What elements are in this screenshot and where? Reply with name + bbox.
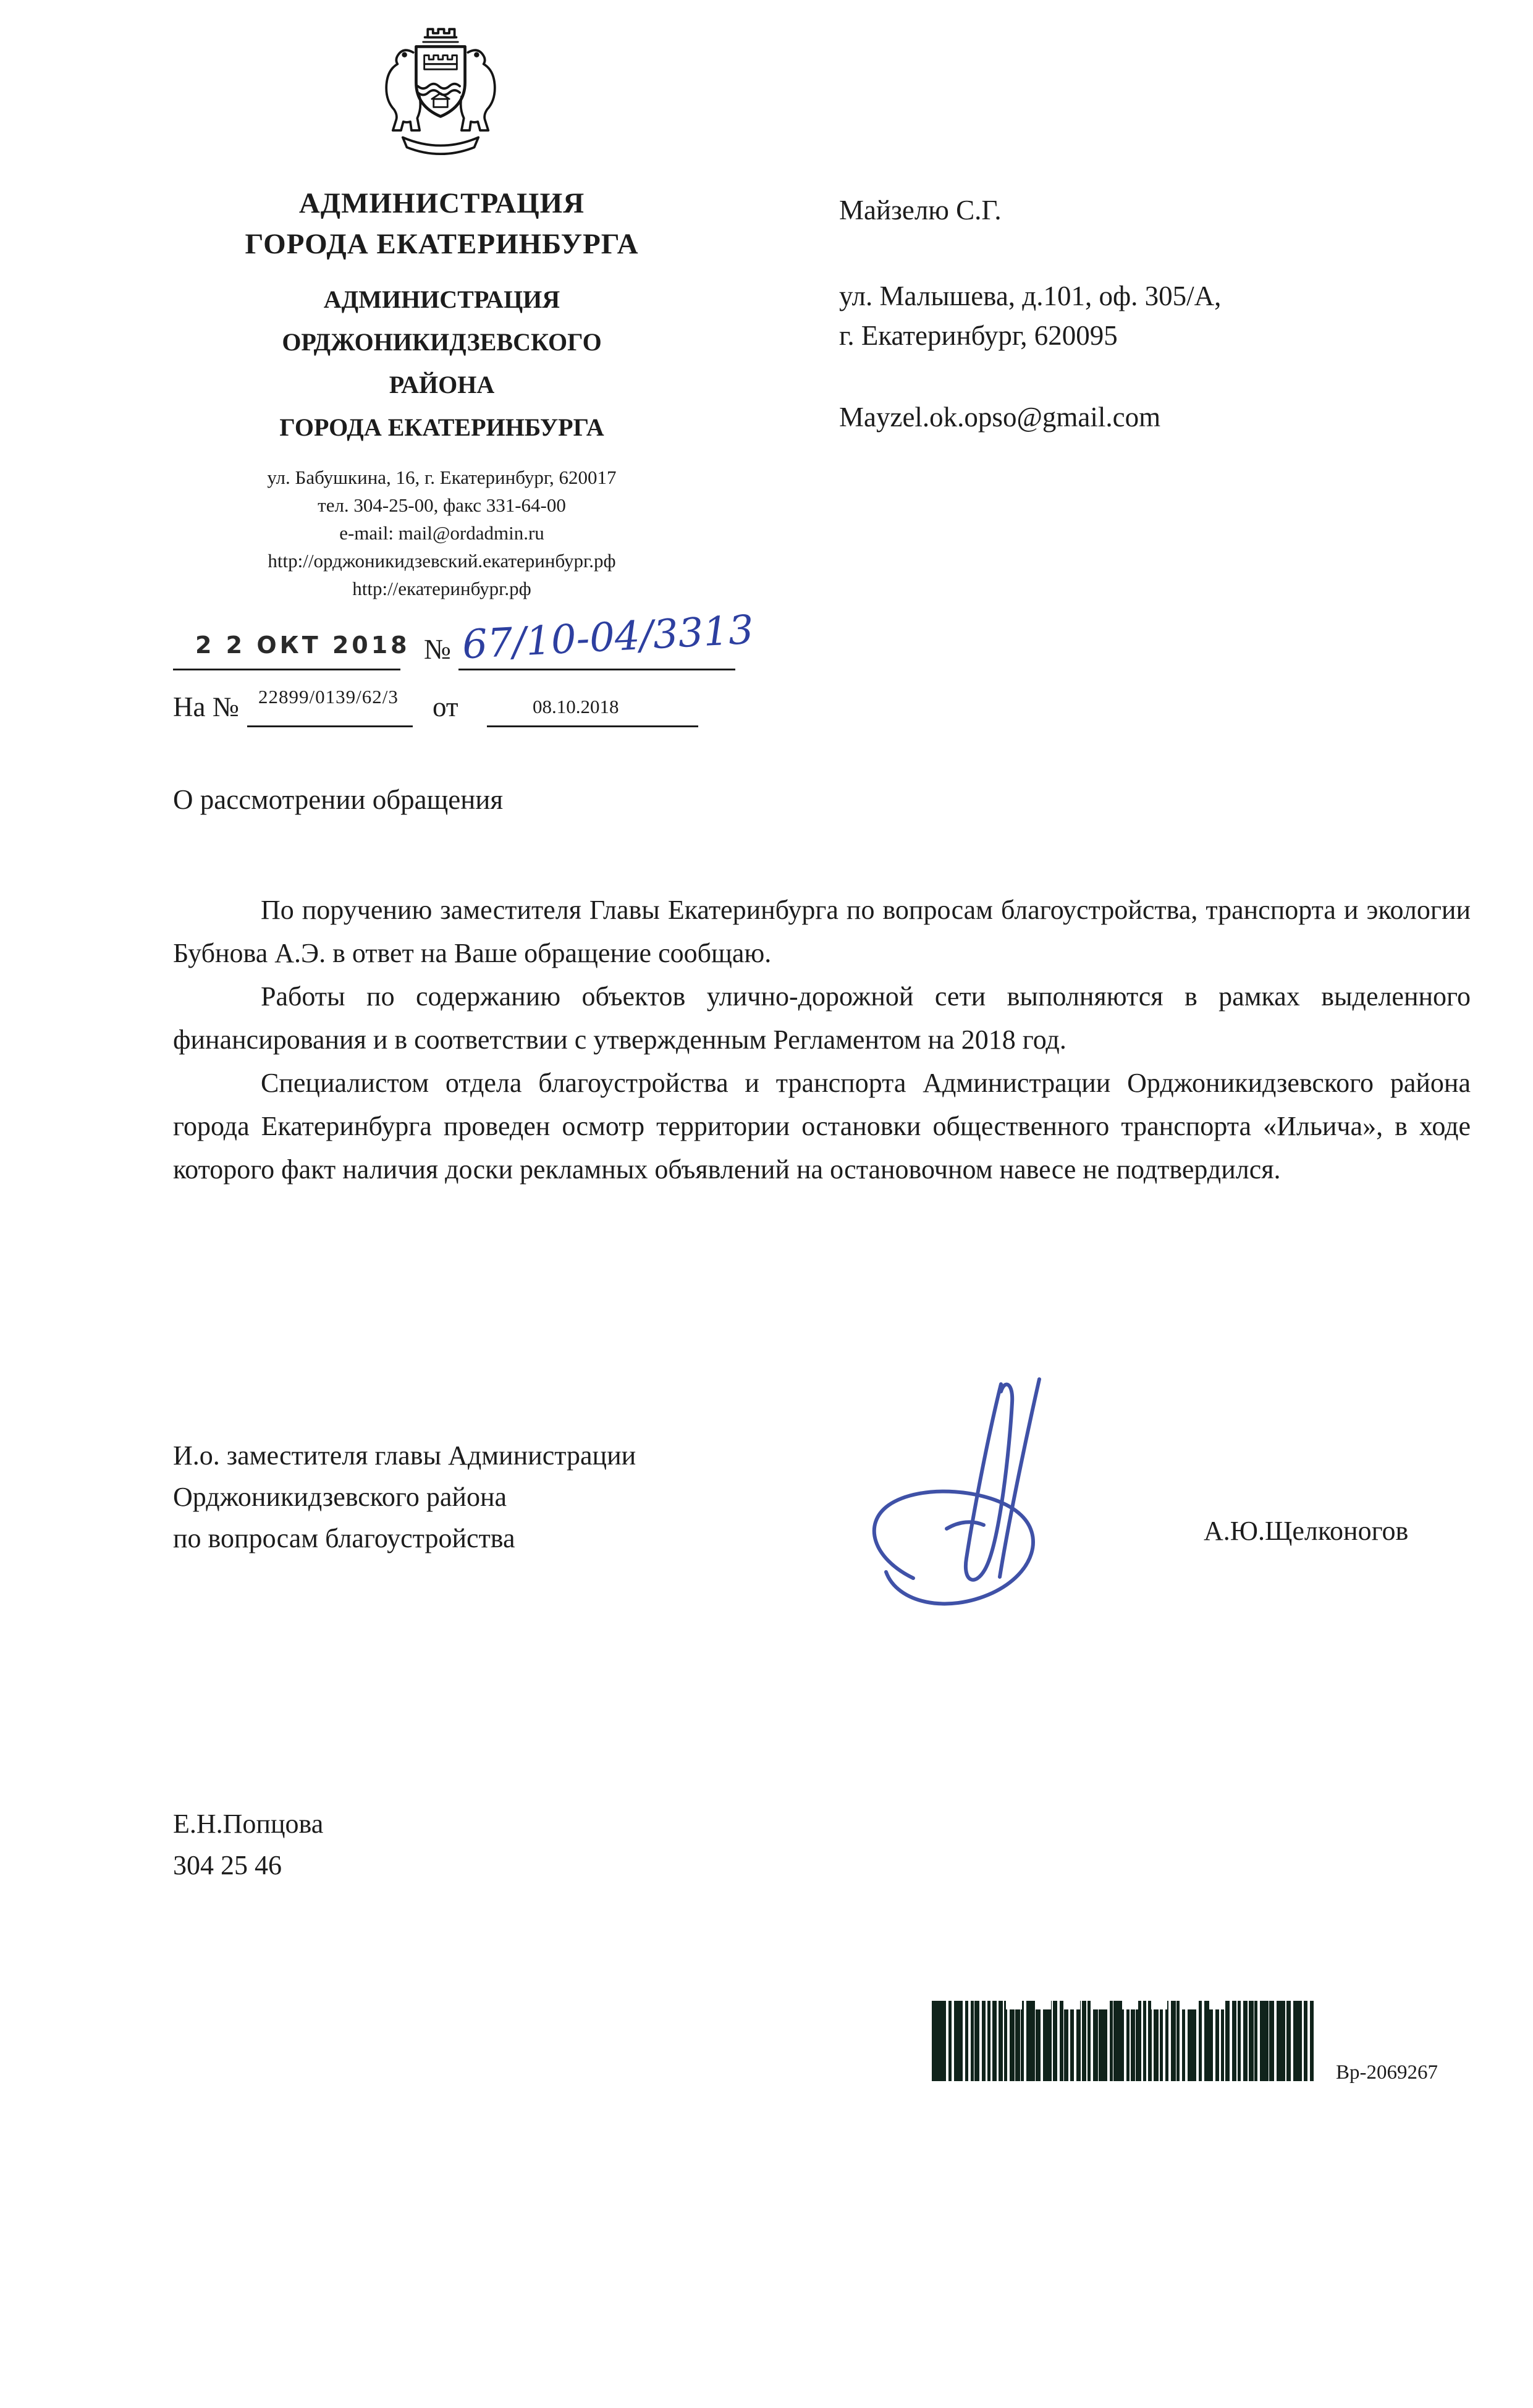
recipient-block [839,190,1426,437]
sender-contact-block [148,463,735,602]
incoming-reference-label: На № [173,691,239,722]
signer-name: А.Ю.Щелконогов [1204,1516,1409,1546]
letter-subject: О рассмотрении обращения [173,784,504,815]
sender-letterhead [148,183,735,602]
executor-phone: 304 25 46 [173,1850,282,1880]
sender-org-subtitle [148,278,735,449]
sender-website-city: http://екатеринбург.рф [352,578,531,599]
recipient-address-line2: г. Екатеринбург, 620095 [839,320,1118,351]
sender-sub-line4: ГОРОДА ЕКАТЕРИНБУРГА [279,413,604,441]
outgoing-number-underline [458,669,735,670]
incoming-date-underline [487,725,698,727]
coat-of-arms-icon [367,21,514,161]
sender-sub-line1: АДМИНИСТРАЦИЯ [323,285,560,313]
outgoing-number-handwritten: 67/10-04/3313 [461,607,755,669]
signer-position-line1: И.о. заместителя главы Администрации [173,1440,636,1471]
sender-sub-line3: РАЙОНА [389,371,495,399]
sender-email: e-mail: mail@ordadmin.ru [339,522,544,544]
body-paragraph-3: Специалистом отдела благоустройства и транспорта Администрации Орджоникидзевского района города Екатеринбурга проведен осмотр территории остановки общественного транспорта «Ильича», в ходе которого факт наличия доски рекламных объявлений на остановочном навесе не подтвердился. [173,1068,1471,1185]
from-label: от [433,691,458,722]
incoming-number-underline [247,725,413,727]
incoming-date: 08.10.2018 [533,696,619,717]
incoming-number: 22899/0139/62/3 [258,686,399,708]
barcode-label: Вр-2069267 [1336,2061,1438,2084]
recipient-name: Майзелю С.Г. [839,195,1002,226]
signer-position-line2: Орджоникидзевского района [173,1482,507,1512]
stamp-underline [173,669,400,670]
sender-title-line2: ГОРОДА ЕКАТЕРИНБУРГА [245,228,639,260]
signer-position-line3: по вопросам благоустройства [173,1523,515,1553]
barcode-notch [1006,2001,1228,2009]
executor-block [173,1803,323,1886]
recipient-address-line1: ул. Малышева, д.101, оф. 305/А, [839,281,1222,311]
signer-position-block [173,1435,853,1559]
body-paragraph-2: Работы по содержанию объектов улично-дорожной сети выполняются в рамках выделенного финансирования и в соответствии с утвержденным Регламентом на 2018 год. [173,981,1471,1055]
sender-postal-address: ул. Бабушкина, 16, г. Екатеринбург, 620017 [267,467,617,488]
document-barcode [932,2001,1314,2081]
signature-icon [854,1373,1076,1633]
date-stamp: 2 2 ОКТ 2018 [195,632,410,659]
number-sign: № [424,633,451,665]
handwritten-signature [854,1373,1076,1633]
sender-title-line1: АДМИНИСТРАЦИЯ [298,187,585,219]
recipient-email: Mayzel.ok.opso@gmail.com [839,402,1161,433]
letter-body [173,889,1471,1191]
body-paragraph-1: По поручению заместителя Главы Екатеринбурга по вопросам благоустройства, транспорта и экологии Бубнова А.Э. в ответ на Ваше обращение сообщаю. [173,895,1471,968]
sender-phone-fax: тел. 304-25-00, факс 331-64-00 [318,494,566,516]
sender-sub-line2: ОРДЖОНИКИДЗЕВСКОГО [282,328,602,356]
sender-website-district: http://орджоникидзевский.екатеринбург.рф [268,550,616,572]
executor-name: Е.Н.Попцова [173,1809,324,1839]
yekaterinburg-coat-of-arms [367,21,514,161]
sender-org-title [148,183,735,264]
